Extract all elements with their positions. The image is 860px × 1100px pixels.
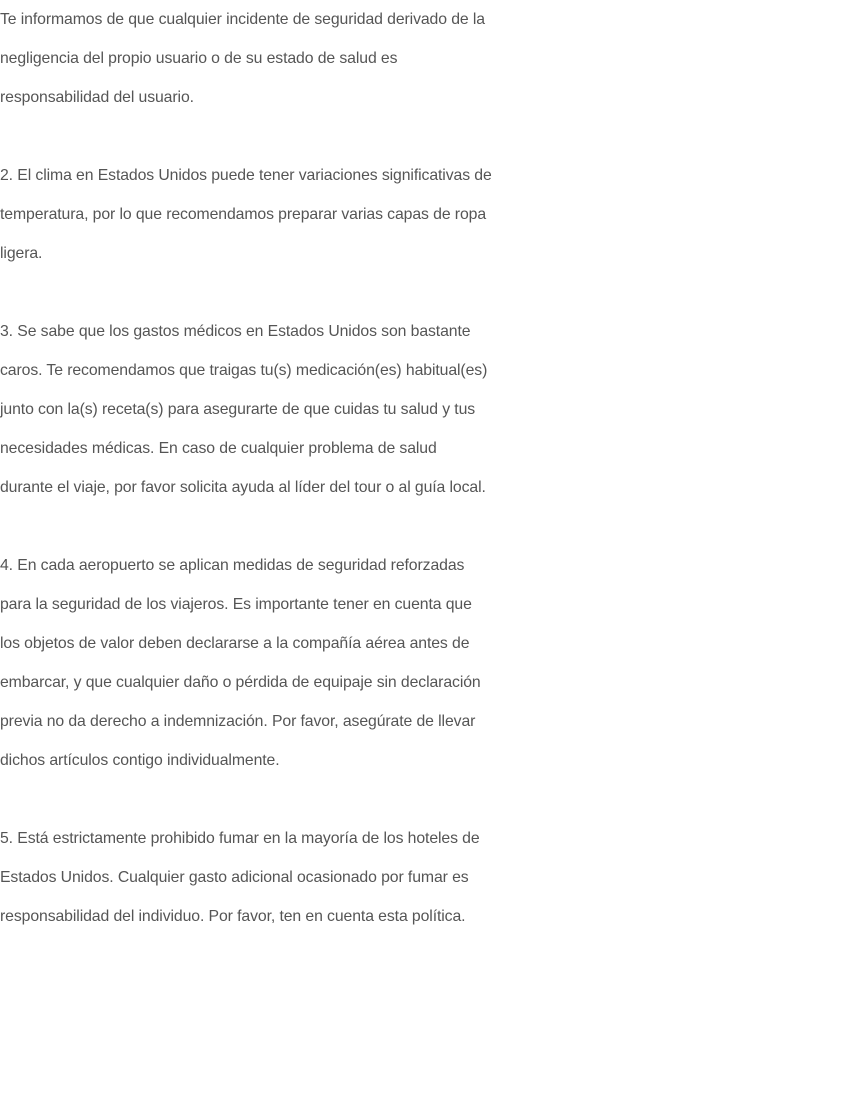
text-line: 5. Está estrictamente prohibido fumar en la mayoría de los hoteles de <box>0 830 480 847</box>
text-line: responsabilidad del usuario. <box>0 89 194 106</box>
paragraph-climate <box>0 156 860 273</box>
text-line: ligera. <box>0 245 43 262</box>
text-line: 2. El clima en Estados Unidos puede tener variaciones significativas de <box>0 167 492 184</box>
text-line: 4. En cada aeropuerto se aplican medidas de seguridad reforzadas <box>0 557 465 574</box>
text-line: negligencia del propio usuario o de su estado de salud es <box>0 50 398 67</box>
text-line: necesidades médicas. En caso de cualquier problema de salud <box>0 440 437 457</box>
paragraph-smoking-policy <box>0 819 860 936</box>
text-line: responsabilidad del individuo. Por favor, ten en cuenta esta política. <box>0 908 466 925</box>
text-line: temperatura, por lo que recomendamos preparar varias capas de ropa <box>0 206 487 223</box>
text-line: Te informamos de que cualquier incidente de seguridad derivado de la <box>0 11 485 28</box>
text-line: junto con la(s) receta(s) para asegurarte de que cuidas tu salud y tus <box>0 401 476 418</box>
text-line: durante el viaje, por favor solicita ayuda al líder del tour o al guía local. <box>0 479 486 496</box>
text-line: embarcar, y que cualquier daño o pérdida de equipaje sin declaración <box>0 674 481 691</box>
text-line: dichos artículos contigo individualmente. <box>0 752 280 769</box>
text-line: caros. Te recomendamos que traigas tu(s) medicación(es) habitual(es) <box>0 362 488 379</box>
text-line: para la seguridad de los viajeros. Es importante tener en cuenta que <box>0 596 472 613</box>
text-line: 3. Se sabe que los gastos médicos en Estados Unidos son bastante <box>0 323 471 340</box>
paragraph-medical-costs <box>0 312 860 507</box>
paragraph-safety-responsibility <box>0 0 860 117</box>
text-line: previa no da derecho a indemnización. Por favor, asegúrate de llevar <box>0 713 476 730</box>
text-line: Estados Unidos. Cualquier gasto adicional ocasionado por fumar es <box>0 869 469 886</box>
paragraph-airport-security <box>0 546 860 780</box>
text-line: los objetos de valor deben declararse a la compañía aérea antes de <box>0 635 470 652</box>
